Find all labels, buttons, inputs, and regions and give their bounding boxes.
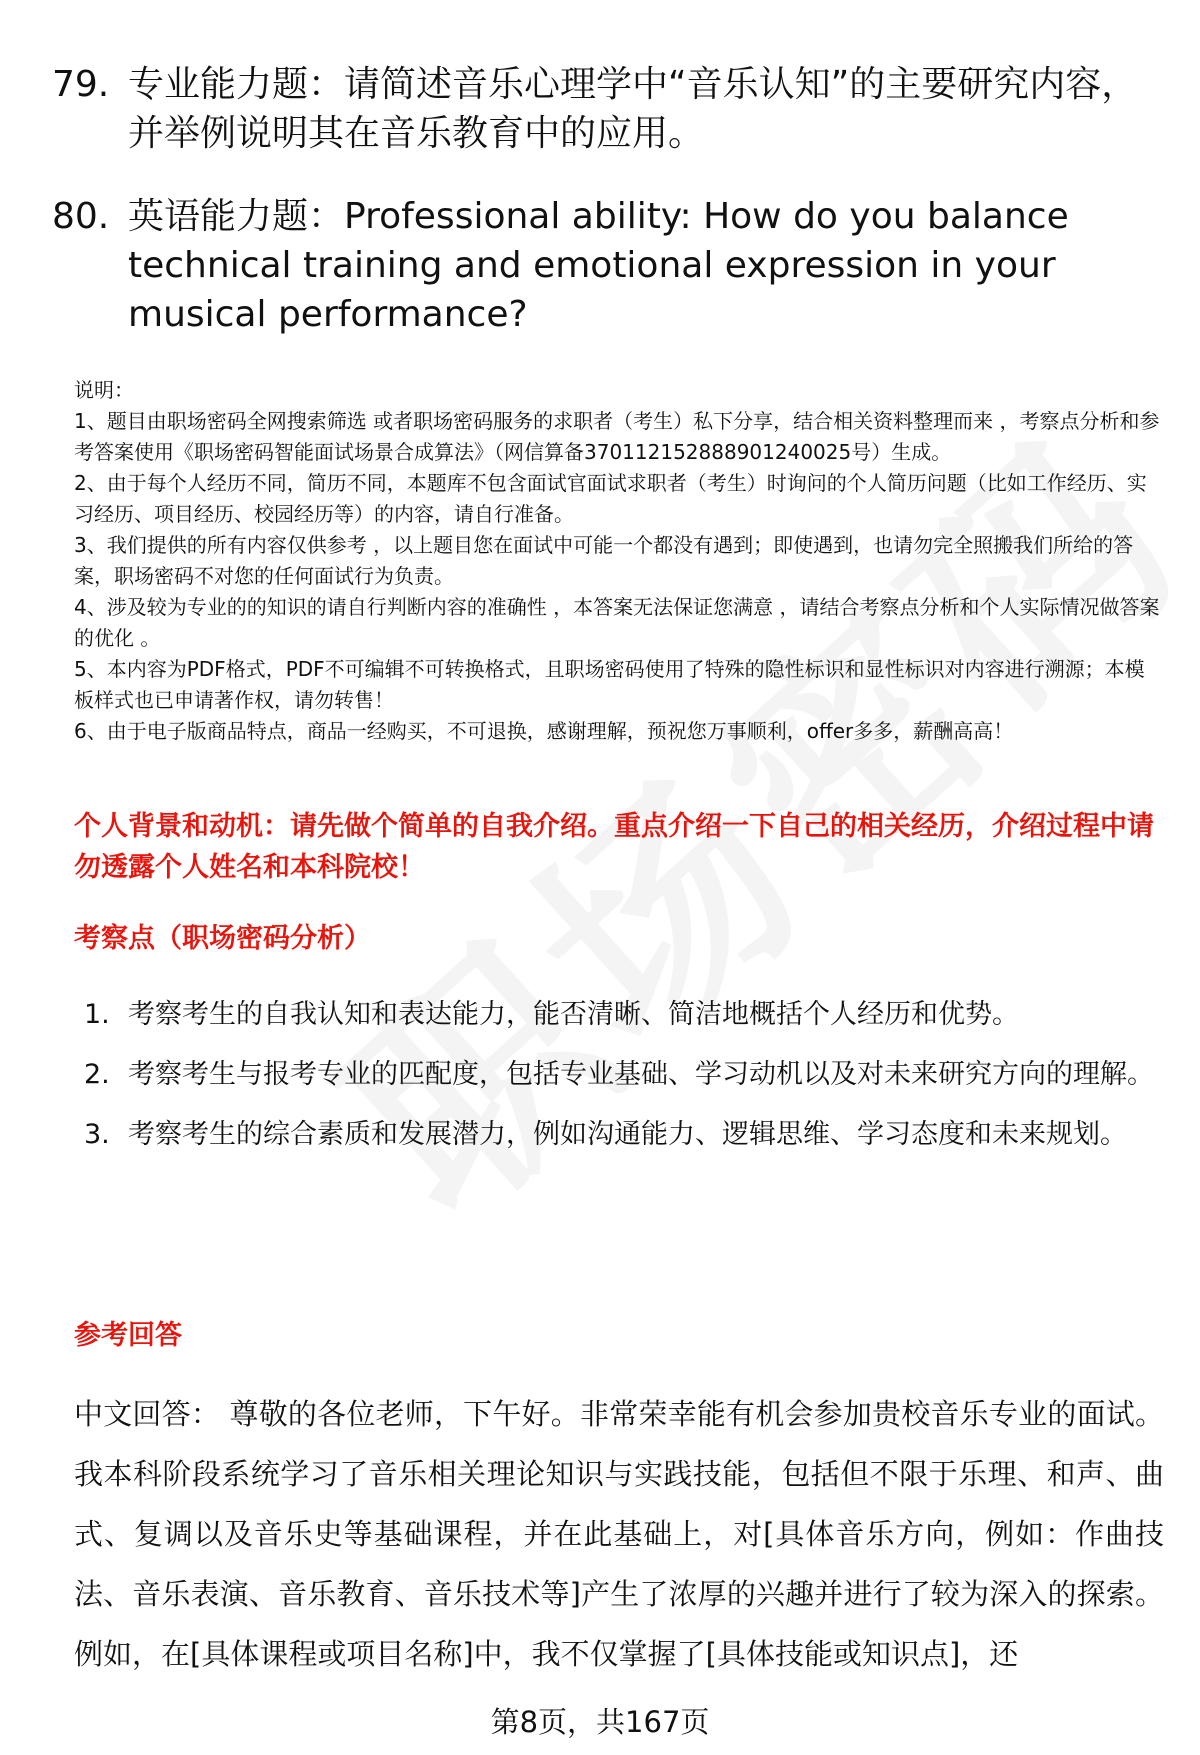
note-item: 2、由于每个人经历不同，简历不同，本题库不包含面试官面试求职者（考生）时询问的个人简历问题（比如工作经历、实习经历、项目经历、校园经历等）的内容，请自行准备。: [74, 471, 1147, 526]
notes-section: [74, 375, 1164, 747]
reference-answer-text: 中文回答： 尊敬的各位老师，下午好。非常荣幸能有机会参加贵校音乐专业的面试。我本科阶段系统学习了音乐相关理论知识与实践技能，包括但不限于乐理、和声、曲式、复调以及音乐史等基础课程，并在此基础上，对[具体音乐方向，例如：作曲技法、音乐表演、音乐教育、音乐技术等]产生了浓厚的兴趣并进行了较为深入的探索。例如，在[具体课程或项目名称]中，我不仅掌握了[具体技能或知识点]，还: [74, 1397, 1164, 1671]
page-footer: 第8页，共167页: [490, 1705, 710, 1739]
note-item: 4、涉及较为专业的的知识的请自行判断内容的准确性 ，本答案无法保证您满意 ，请结合考察点分析和个人实际情况做答案的优化 。: [74, 595, 1160, 650]
exam-points-title: 考察点（职场密码分析）: [74, 923, 371, 954]
question-80: [52, 192, 1162, 339]
list-item-text: 考察考生的自我认知和表达能力，能否清晰、简洁地概括个人经历和优势。: [128, 999, 1019, 1030]
list-item: [84, 1105, 1164, 1165]
question-text: 专业能力题：请简述音乐心理学中“音乐认知”的主要研究内容，并举例说明其在音乐教育中的应用。: [128, 64, 1138, 154]
note-item: 6、由于电子版商品特点，商品一经购买，不可退换，感谢理解，预祝您万事顺利，offer多多，薪酬高高！: [74, 719, 1014, 743]
background-question: 个人背景和动机：请先做个简单的自我介绍。重点介绍一下自己的相关经历，介绍过程中请勿透露个人姓名和本科院校！: [74, 811, 1154, 883]
exam-points-list: [84, 985, 1164, 1165]
list-item: [84, 1045, 1164, 1105]
question-79: [52, 60, 1162, 158]
question-number: 79.: [52, 64, 110, 105]
notes-heading: 说明：: [74, 378, 134, 402]
reference-answer-title: 参考回答: [74, 1320, 182, 1351]
note-item: 5、本内容为PDF格式，PDF不可编辑不可转换格式，且职场密码使用了特殊的隐性标识和显性标识对内容进行溯源；本模板样式也已申请著作权，请勿转售！: [74, 657, 1145, 712]
list-item-number: 1.: [84, 999, 110, 1030]
list-item-number: 2.: [84, 1059, 110, 1090]
list-item-number: 3.: [84, 1119, 110, 1150]
note-item: 3、我们提供的所有内容仅供参考 ，以上题目您在面试中可能一个都没有遇到；即使遇到，也请勿完全照搬我们所给的答案，职场密码不对您的任何面试行为负责。: [74, 533, 1134, 588]
list-item: [84, 985, 1164, 1045]
note-item: 1、题目由职场密码全网搜索筛选 或者职场密码服务的求职者（考生）私下分享，结合相关资料整理而来 ，考察点分析和参考答案使用《职场密码智能面试场景合成算法》（网信算备370112152888901240025号）生成。: [74, 409, 1160, 464]
list-item-text: 考察考生与报考专业的匹配度，包括专业基础、学习动机以及对未来研究方向的理解。: [128, 1059, 1154, 1090]
question-number: 80.: [52, 196, 110, 237]
list-item-text: 考察考生的综合素质和发展潜力，例如沟通能力、逻辑思维、学习态度和未来规划。: [128, 1119, 1127, 1150]
question-text: 英语能力题：Professional ability: How do you balance technical training and emotional expression in your musical performance?: [128, 196, 1069, 335]
